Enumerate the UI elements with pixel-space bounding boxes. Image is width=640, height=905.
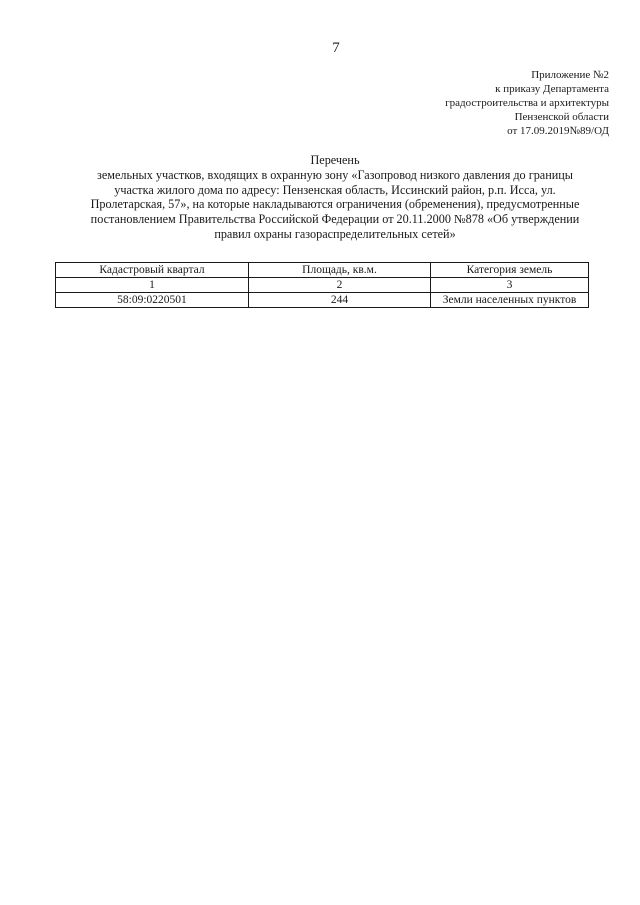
title-line: участка жилого дома по адресу: Пензенская область, Иссинский район, р.п. Исса, ул. bbox=[114, 182, 556, 197]
column-number: 1 bbox=[56, 278, 249, 293]
column-number: 2 bbox=[249, 278, 431, 293]
appendix-line: от 17.09.2019№89/ОД bbox=[507, 125, 609, 137]
document-title-block bbox=[60, 153, 610, 242]
column-header-cadastral-quarter: Кадастровый квартал bbox=[56, 263, 249, 278]
appendix-line: к приказу Департамента bbox=[495, 83, 609, 95]
cell-cadastral-quarter: 58:09:0220501 bbox=[56, 293, 249, 308]
document-title: Перечень bbox=[310, 153, 360, 167]
cell-area: 244 bbox=[249, 293, 431, 308]
parcels-table bbox=[55, 262, 589, 308]
title-line: Пролетарская, 57», на которые накладываются ограничения (обременения), предусмотренные bbox=[90, 197, 580, 212]
appendix-line: градостроительства и архитектуры bbox=[445, 97, 609, 109]
column-header-land-category: Категория земель bbox=[431, 263, 589, 278]
table-header-row bbox=[56, 263, 589, 278]
cell-land-category: Земли населенных пунктов bbox=[431, 293, 589, 308]
column-header-area: Площадь, кв.м. bbox=[249, 263, 431, 278]
page-number: 7 bbox=[332, 40, 340, 56]
column-number-row bbox=[56, 278, 589, 293]
table-row bbox=[56, 293, 589, 308]
column-number: 3 bbox=[431, 278, 589, 293]
title-line: правил охраны газораспределительных сетей» bbox=[214, 226, 456, 241]
appendix-reference bbox=[445, 68, 609, 138]
title-line: постановлением Правительства Российской Федерации от 20.11.2000 №878 «Об утверждении bbox=[90, 212, 580, 227]
appendix-line: Пензенской области bbox=[514, 111, 609, 123]
title-line: земельных участков, входящих в охранную зону «Газопровод низкого давления до границы bbox=[97, 167, 573, 182]
appendix-line: Приложение №2 bbox=[531, 69, 609, 81]
